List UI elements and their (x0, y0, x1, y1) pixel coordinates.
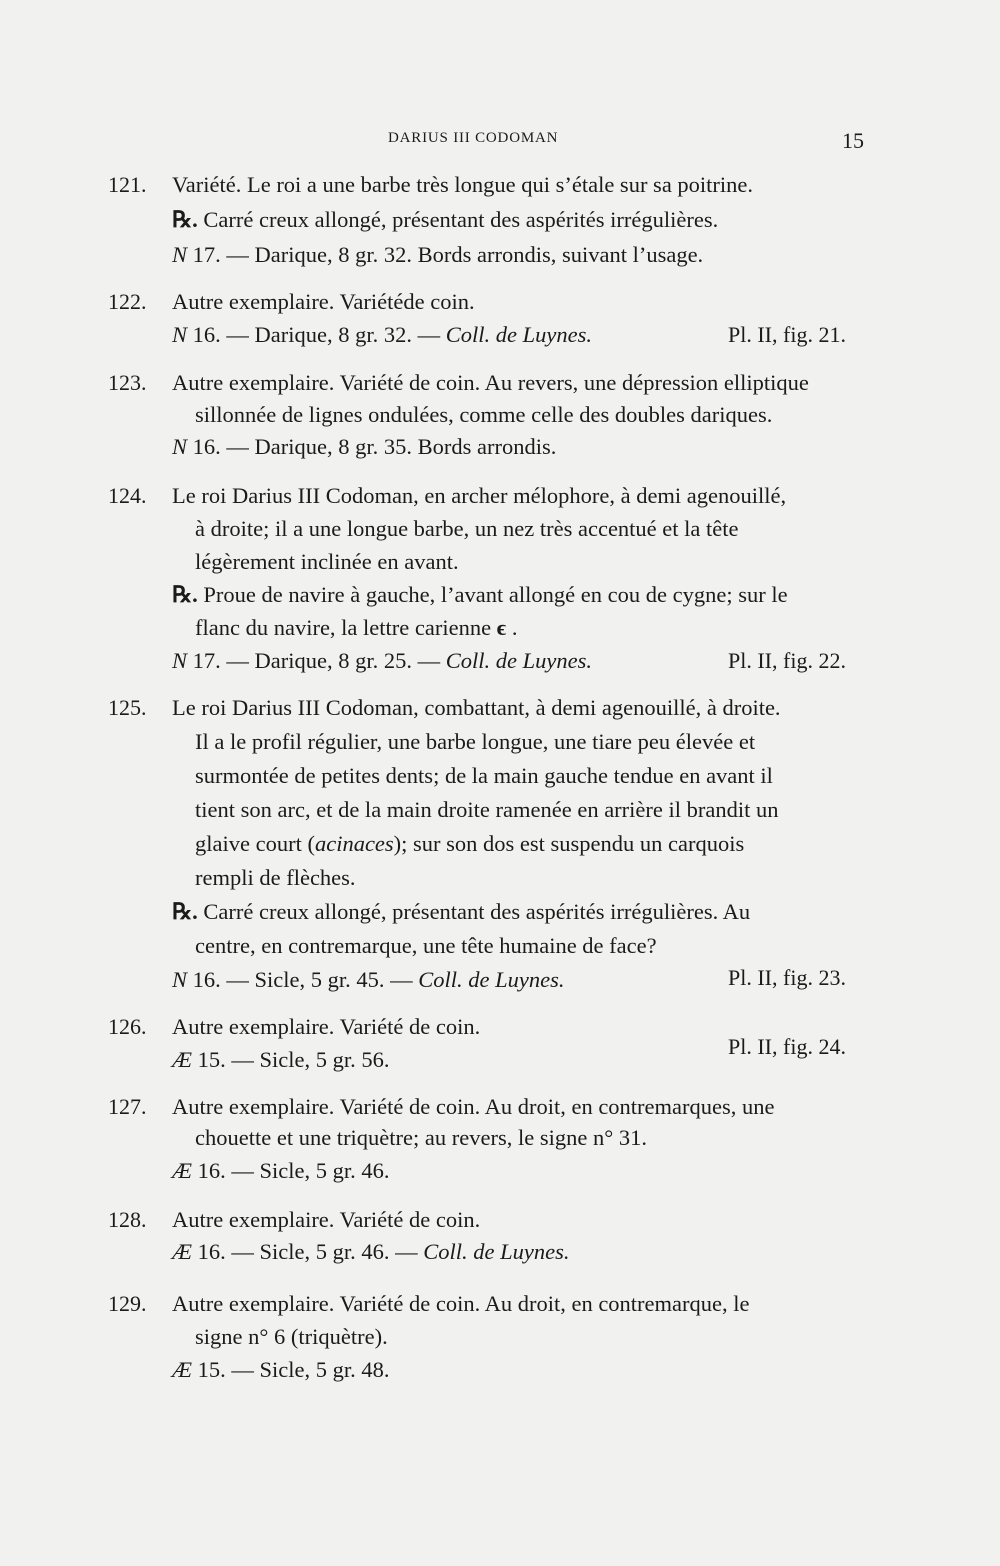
running-title: DARIUS III CODOMAN (388, 130, 559, 146)
entry-line: Le roi Darius III Codoman, combattant, à demi agenouillé, à droite. (172, 695, 781, 720)
entry-line: Variété. Le roi a une barbe très longue qui s’étale sur sa poitrine. (172, 172, 754, 197)
reverse-description: ℞. Carré creux allongé, présentant des aspérités irrégulières. (172, 207, 719, 232)
coin-specs: Æ 16. — Sicle, 5 gr. 46. (172, 1158, 390, 1183)
plate-reference: Pl. II, fig. 21. (728, 322, 846, 347)
collection-name: Coll. de Luynes. (445, 322, 592, 347)
entry-line: Autre exemplaire. Variété de coin. Au droit, en contremarques, une (172, 1094, 775, 1119)
entry-number: 126. (108, 1014, 147, 1039)
entry-number: 129. (108, 1291, 147, 1316)
entry-line: Le roi Darius III Codoman, en archer mélophore, à demi agenouillé, (172, 483, 787, 508)
entry-line: à droite; il a une longue barbe, un nez très accentué et la tête (195, 516, 739, 541)
entry-line: chouette et une triquètre; au revers, le signe n° 31. (195, 1125, 647, 1150)
coin-specs: N 16. — Sicle, 5 gr. 45. — Coll. de Luynes. (172, 967, 565, 992)
entry-number: 123. (108, 370, 147, 395)
metal-symbol: N (172, 434, 188, 459)
entry-number: 125. (108, 695, 147, 720)
running-head (0, 128, 1000, 156)
entry-line: légèrement inclinée en avant. (195, 549, 459, 574)
page-number: 15 (842, 128, 864, 153)
entry-line: centre, en contremarque, une tête humaine de face? (195, 933, 657, 958)
entry-line: rempli de flèches. (195, 865, 356, 890)
entry-line: surmontée de petites dents; de la main gauche tendue en avant il (195, 763, 773, 788)
metal-symbol: Æ (172, 1047, 193, 1072)
metal-symbol: N (172, 322, 188, 347)
metal-symbol: N (172, 242, 188, 267)
recipe-symbol: ℞. (172, 582, 198, 607)
metal-symbol: Æ (172, 1158, 193, 1183)
entry-number: 124. (108, 483, 147, 508)
coin-specs: N 16. — Darique, 8 gr. 32. — Coll. de Luynes. (172, 322, 592, 347)
metal-symbol: N (172, 648, 188, 673)
plate-reference: Pl. II, fig. 24. (728, 1034, 846, 1059)
entry-line: flanc du navire, la lettre carienne ϵ . (195, 615, 518, 640)
reverse-description: ℞. Carré creux allongé, présentant des aspérités irrégulières. Au (172, 899, 751, 924)
entry-line: signe n° 6 (triquètre). (195, 1324, 388, 1349)
entry-number: 121. (108, 172, 147, 197)
recipe-symbol: ℞. (172, 899, 198, 924)
entry-line: Autre exemplaire. Variétéde coin. (172, 289, 475, 314)
metal-symbol: Æ (172, 1239, 193, 1264)
coin-specs: Æ 15. — Sicle, 5 gr. 48. (172, 1357, 390, 1382)
entry-line: Autre exemplaire. Variété de coin. Au revers, une dépression elliptique (172, 370, 809, 395)
entry-line: glaive court (acinaces); sur son dos est suspendu un carquois (195, 831, 745, 856)
entry-number: 127. (108, 1094, 147, 1119)
plate-reference: Pl. II, fig. 22. (728, 648, 846, 673)
entry-number: 122. (108, 289, 147, 314)
coin-specs: Æ 16. — Sicle, 5 gr. 46. — Coll. de Luynes. (172, 1239, 570, 1264)
entry-number: 128. (108, 1207, 147, 1232)
coin-specs: N 16. — Darique, 8 gr. 35. Bords arrondis. (172, 434, 557, 459)
entry-line: Il a le profil régulier, une barbe longue, une tiare peu élevée et (195, 729, 756, 754)
metal-symbol: N (172, 967, 188, 992)
metal-symbol: Æ (172, 1357, 193, 1382)
entry-line: sillonnée de lignes ondulées, comme celle des doubles dariques. (195, 402, 773, 427)
entry-line: Autre exemplaire. Variété de coin. (172, 1014, 481, 1039)
latin-term: acinaces (314, 831, 394, 856)
coin-specs: N 17. — Darique, 8 gr. 25. — Coll. de Luynes. (172, 648, 592, 673)
entry-line: tient son arc, et de la main droite ramenée en arrière il brandit un (195, 797, 779, 822)
coin-specs: Æ 15. — Sicle, 5 gr. 56. (172, 1047, 390, 1072)
reverse-description: ℞. Proue de navire à gauche, l’avant allongé en cou de cygne; sur le (172, 582, 788, 607)
entry-line: Autre exemplaire. Variété de coin. Au droit, en contremarque, le (172, 1291, 750, 1316)
coin-specs: N 17. — Darique, 8 gr. 32. Bords arrondis, suivant l’usage. (172, 242, 704, 267)
collection-name: Coll. de Luynes. (423, 1239, 570, 1264)
recipe-symbol: ℞. (172, 207, 198, 232)
entry-line: Autre exemplaire. Variété de coin. (172, 1207, 481, 1232)
collection-name: Coll. de Luynes. (418, 967, 565, 992)
plate-reference: Pl. II, fig. 23. (728, 965, 846, 990)
carian-letter: ϵ (496, 615, 507, 640)
collection-name: Coll. de Luynes. (445, 648, 592, 673)
